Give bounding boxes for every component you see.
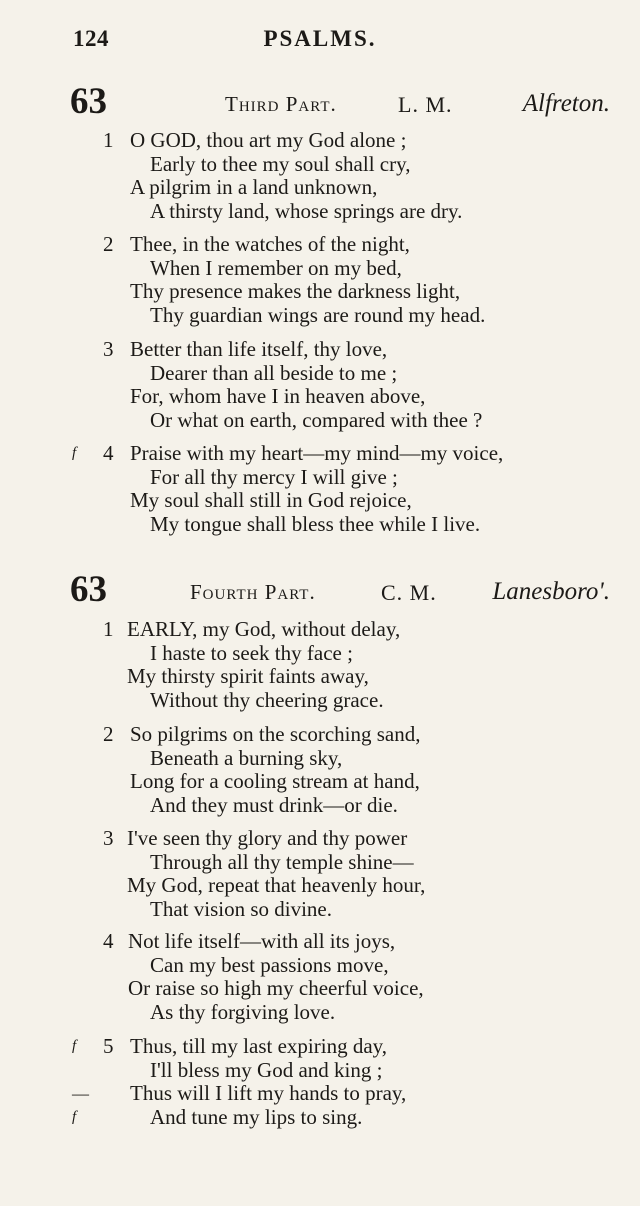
verse-line: So pilgrims on the scorching sand, (130, 722, 421, 746)
verse-line: EARLY, my God, without delay, (127, 617, 401, 641)
stanza (0, 338, 640, 432)
verse-line: For all thy mercy I will give ; (150, 464, 398, 489)
verse-line: Not life itself—with all its joys, (128, 929, 396, 953)
verse-number: 1 (103, 617, 114, 641)
verse-line: Thus will I lift my hands to pray, (130, 1081, 407, 1105)
verse-line: Long for a cooling stream at hand, (130, 769, 420, 793)
metre-label: C. M. (381, 580, 437, 605)
verse-line: When I remember on my bed, (150, 255, 402, 280)
verse-line: And they must drink—or die. (150, 792, 398, 817)
verse-line: Can my best passions move, (150, 952, 389, 977)
dynamic-mark: f (72, 1108, 77, 1125)
verse-line: Thee, in the watches of the night, (130, 232, 410, 256)
page-header (0, 26, 640, 58)
stanza (0, 723, 640, 817)
verse-line: My God, repeat that heavenly hour, (127, 873, 426, 897)
part-label: Third Part. (225, 92, 337, 116)
hymn-heading (0, 568, 640, 612)
verse-line: Thus, till my last expiring day, (130, 1034, 388, 1058)
verse-line: I've seen thy glory and thy power (127, 826, 408, 850)
verse-line: A pilgrim in a land unknown, (130, 175, 378, 199)
verse-line: Thy guardian wings are round my head. (150, 302, 486, 327)
stanza (0, 827, 640, 921)
verse-number: 2 (103, 232, 114, 256)
verse-line: I haste to seek thy face ; (150, 640, 353, 665)
tune-name: Lanesboro'. (492, 578, 610, 605)
verse-line: Or what on earth, compared with thee ? (150, 407, 483, 432)
stanza (0, 233, 640, 327)
verse-line: Beneath a burning sky, (150, 745, 343, 770)
verse-number: 5 (103, 1034, 114, 1058)
dynamic-mark: f (72, 445, 77, 461)
verse-line: My thirsty spirit faints away, (127, 664, 369, 688)
verse-line: And tune my lips to sing. (150, 1104, 363, 1129)
verse-number: 3 (103, 826, 114, 850)
verse-number: 4 (103, 929, 114, 953)
verse-line: For, whom have I in heaven above, (130, 384, 426, 408)
page-number: 124 (73, 26, 109, 51)
verse-number: 4 (103, 441, 114, 465)
verse-line: Thy presence makes the darkness light, (130, 279, 461, 303)
verse-line: Dearer than all beside to me ; (150, 360, 398, 385)
part-label: Fourth Part. (190, 580, 316, 604)
verse-number: 3 (103, 337, 114, 361)
running-title: PSALMS. (263, 26, 377, 51)
verse-line: A thirsty land, whose springs are dry. (150, 198, 463, 223)
hymn-heading (0, 80, 640, 124)
verse-line: Early to thee my soul shall cry, (150, 151, 411, 176)
tune-name: Alfreton. (522, 90, 610, 117)
psalm-number: 63 (70, 81, 107, 122)
stanza (0, 129, 640, 223)
stanza (0, 930, 640, 1024)
verse-line: O GOD, thou art my God alone ; (130, 128, 407, 152)
verse-line: My soul shall still in God rejoice, (130, 488, 412, 512)
stanza (0, 618, 640, 712)
dynamic-mark: f (72, 1038, 77, 1054)
verse-number: 1 (103, 128, 114, 152)
verse-number: 2 (103, 722, 114, 746)
verse-line: Through all thy temple shine— (150, 849, 414, 874)
stanza (0, 442, 640, 536)
stanza (0, 1035, 640, 1129)
verse-line: Or raise so high my cheerful voice, (128, 976, 424, 1000)
verse-line: I'll bless my God and king ; (150, 1057, 383, 1082)
dynamic-mark: — (72, 1084, 89, 1103)
metre-label: L. M. (398, 92, 453, 117)
verse-line: My tongue shall bless thee while I live. (150, 511, 481, 536)
verse-line: Without thy cheering grace. (150, 687, 384, 712)
verse-line: As thy forgiving love. (150, 999, 336, 1024)
verse-line: That vision so divine. (150, 896, 332, 921)
verse-line: Praise with my heart—my mind—my voice, (130, 441, 504, 465)
psalm-number: 63 (70, 569, 107, 610)
verse-line: Better than life itself, thy love, (130, 337, 388, 361)
